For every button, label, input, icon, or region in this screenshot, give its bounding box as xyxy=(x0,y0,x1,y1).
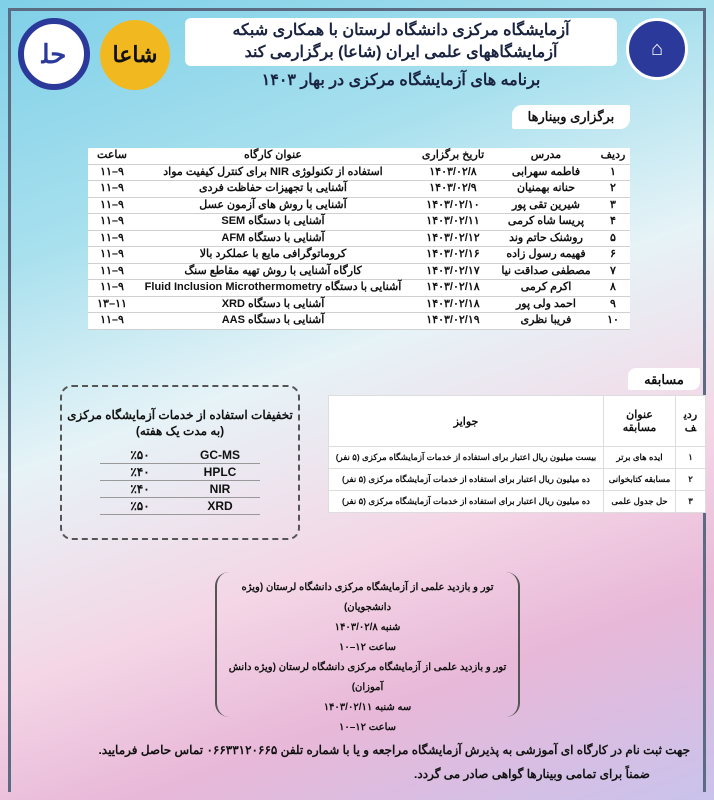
table-cell: آشنایی با دستگاه AAS xyxy=(136,313,410,330)
table-cell: احمد ولی پور xyxy=(496,296,596,313)
table-cell: فاطمه سهرابی xyxy=(496,164,596,181)
table-cell: ۱۰ xyxy=(596,313,630,330)
table-row xyxy=(88,313,630,330)
table-row xyxy=(88,164,630,181)
table-row xyxy=(88,263,630,280)
table-row xyxy=(88,181,630,198)
table-cell: حنانه بهمنیان xyxy=(496,181,596,198)
table-cell: ۱۴۰۳/۰۲/۱۶ xyxy=(410,247,496,264)
table-cell: ۹–۱۱ xyxy=(88,214,136,231)
table-cell: ۱۱–۱۳ xyxy=(88,296,136,313)
column-header: تاریخ برگزاری xyxy=(410,148,496,164)
table-cell: آشنایی با دستگاه SEM xyxy=(136,214,410,231)
table-cell: ۷ xyxy=(596,263,630,280)
table-cell: ۳ xyxy=(596,197,630,214)
table-cell: ده میلیون ریال اعتبار برای استفاده از خدمات آزمایشگاه مرکزی (۵ نفر) xyxy=(329,491,604,513)
table-cell: استفاده از تکنولوژی NIR برای کنترل کیفیت مواد xyxy=(136,164,410,181)
tour-line: ساعت ۱۲–۱۰ xyxy=(338,642,397,653)
discounts-table xyxy=(100,447,260,515)
discounts-subtitle: (به مدت یک هفته) xyxy=(135,424,225,438)
footer xyxy=(20,738,700,786)
discounts-title: تخفیفات استفاده از خدمات آزمایشگاه مرکزی xyxy=(67,408,293,422)
discount-percent: ٪۴۰ xyxy=(100,464,180,481)
table-cell: ۱۴۰۳/۰۲/۱۲ xyxy=(410,230,496,247)
column-header: ردیف xyxy=(596,148,630,164)
table-row xyxy=(88,197,630,214)
table-row xyxy=(329,469,706,491)
discount-row xyxy=(100,464,260,481)
table-cell: ۶ xyxy=(596,247,630,264)
table-cell: ۱ xyxy=(596,164,630,181)
table-cell: ده میلیون ریال اعتبار برای استفاده از خدمات آزمایشگاه مرکزی (۵ نفر) xyxy=(329,469,604,491)
table-cell: آشنایی با روش های آزمون عسل xyxy=(136,197,410,214)
table-cell: کروماتوگرافی مایع با عملکرد بالا xyxy=(136,247,410,264)
discount-percent: ٪۵۰ xyxy=(100,498,180,515)
header-title xyxy=(185,18,617,66)
webinars-label: برگزاری وبینارها xyxy=(512,105,630,129)
table-row xyxy=(88,230,630,247)
table-cell: ۱ xyxy=(676,447,706,469)
instrument-name: GC-MS xyxy=(180,447,260,464)
table-cell: ۹–۱۱ xyxy=(88,247,136,264)
table-cell: ۹–۱۱ xyxy=(88,197,136,214)
table-cell: روشنک حاتم وند xyxy=(496,230,596,247)
table-cell: ۹–۱۱ xyxy=(88,263,136,280)
table-cell: ۱۴۰۳/۰۲/۱۰ xyxy=(410,197,496,214)
table-cell: آشنایی با دستگاه AFM xyxy=(136,230,410,247)
table-cell: ۱۴۰۳/۰۲/۱۸ xyxy=(410,280,496,297)
table-cell: ۹–۱۱ xyxy=(88,230,136,247)
table-cell: ۱۴۰۳/۰۲/۱۷ xyxy=(410,263,496,280)
table-row xyxy=(88,296,630,313)
table-row xyxy=(88,214,630,231)
column-header: مدرس xyxy=(496,148,596,164)
table-cell: شیرین تقی پور xyxy=(496,197,596,214)
column-header: ساعت xyxy=(88,148,136,164)
tour-line: شنبه ۱۴۰۳/۰۲/۸ xyxy=(334,622,401,633)
header-line-2: آزمایشگاههای علمی ایران (شاعا) برگزارمی کند xyxy=(244,44,558,61)
column-header: عنوان کارگاه xyxy=(136,148,410,164)
table-cell: آشنایی با دستگاه Fluid Inclusion Microthermometry xyxy=(136,280,410,297)
table-cell: ۱۴۰۳/۰۲/۱۸ xyxy=(410,296,496,313)
table-cell: ۴ xyxy=(596,214,630,231)
table-row xyxy=(329,447,706,469)
column-header: ردیف xyxy=(676,396,706,447)
page-subtitle: برنامه های آزمایشگاه مرکزی در بهار ۱۴۰۳ xyxy=(261,72,541,89)
tour-line: ساعت ۱۲–۱۰ xyxy=(338,722,397,733)
table-cell: مسابقه کتابخوانی xyxy=(604,469,676,491)
table-cell: ۱۴۰۳/۰۲/۸ xyxy=(410,164,496,181)
table-cell: آشنایی با دستگاه XRD xyxy=(136,296,410,313)
instrument-name: HPLC xyxy=(180,464,260,481)
table-cell: ۹–۱۱ xyxy=(88,280,136,297)
webinars-table xyxy=(88,148,630,330)
discount-percent: ٪۴۰ xyxy=(100,481,180,498)
table-cell: ۱۴۰۳/۰۲/۹ xyxy=(410,181,496,198)
tour-line: تور و بازدید علمی از آزمایشگاه مرکزی دانشگاه لرستان (ویژه دانشجویان) xyxy=(241,582,494,613)
instrument-name: NIR xyxy=(180,481,260,498)
table-cell: ۹–۱۱ xyxy=(88,313,136,330)
central-lab-logo: ﺣﻠ xyxy=(18,18,90,90)
shaa-logo: شاعا xyxy=(100,20,170,90)
table-cell: ۹–۱۱ xyxy=(88,164,136,181)
table-cell: ۸ xyxy=(596,280,630,297)
table-cell: ایده های برتر xyxy=(604,447,676,469)
table-cell: آشنایی با تجهیزات حفاظت فردی xyxy=(136,181,410,198)
table-row xyxy=(88,280,630,297)
discount-row xyxy=(100,498,260,515)
table-row xyxy=(88,247,630,264)
discounts-box xyxy=(60,385,300,540)
table-cell: پریسا شاه کرمی xyxy=(496,214,596,231)
table-cell: ۲ xyxy=(596,181,630,198)
header-line-1: آزمایشگاه مرکزی دانشگاه لرستان با همکاری شبکه xyxy=(232,22,570,39)
discount-row xyxy=(100,447,260,464)
table-cell: ۲ xyxy=(676,469,706,491)
table-cell: ۳ xyxy=(676,491,706,513)
discount-row xyxy=(100,481,260,498)
tour-box xyxy=(215,572,520,733)
discount-percent: ٪۵۰ xyxy=(100,447,180,464)
competition-label: مسابقه xyxy=(628,368,700,390)
table-cell: بیست میلیون ریال اعتبار برای استفاده از خدمات آزمایشگاه مرکزی (۵ نفر) xyxy=(329,447,604,469)
tour-line: تور و بازدید علمی از آزمایشگاه مرکزی دانشگاه لرستان (ویژه دانش آموزان) xyxy=(228,662,507,693)
table-cell: ۵ xyxy=(596,230,630,247)
table-cell: کارگاه آشنایی با روش تهیه مقاطع سنگ xyxy=(136,263,410,280)
column-header: عنوان مسابقه xyxy=(604,396,676,447)
tour-line: سه شنبه ۱۴۰۳/۰۲/۱۱ xyxy=(323,702,412,713)
table-cell: ۱۴۰۳/۰۲/۱۹ xyxy=(410,313,496,330)
table-cell: مصطفی صداقت نیا xyxy=(496,263,596,280)
table-cell: حل جدول علمی xyxy=(604,491,676,513)
table-cell: اکرم کرمی xyxy=(496,280,596,297)
lorestan-university-logo: ⌂ xyxy=(626,18,688,80)
competition-table xyxy=(328,395,706,513)
table-row xyxy=(329,491,706,513)
footer-registration-text: جهت ثبت نام در کارگاه ای آموزشی به پذیرش آزمایشگاه مراجعه و یا با شماره تلفن ۰۶۶۳۳۱۲۰۶۶۵ تماس حاصل فرمایید. xyxy=(98,743,690,757)
footer-certificate-text: ضمناً برای تمامی وبینارها گواهی صادر می گردد. xyxy=(414,767,650,781)
table-cell: ۱۴۰۳/۰۲/۱۱ xyxy=(410,214,496,231)
table-cell: فریبا نظری xyxy=(496,313,596,330)
table-cell: ۹–۱۱ xyxy=(88,181,136,198)
table-cell: ۹ xyxy=(596,296,630,313)
instrument-name: XRD xyxy=(180,498,260,515)
column-header: جوایز xyxy=(329,396,604,447)
table-cell: فهیمه رسول زاده xyxy=(496,247,596,264)
